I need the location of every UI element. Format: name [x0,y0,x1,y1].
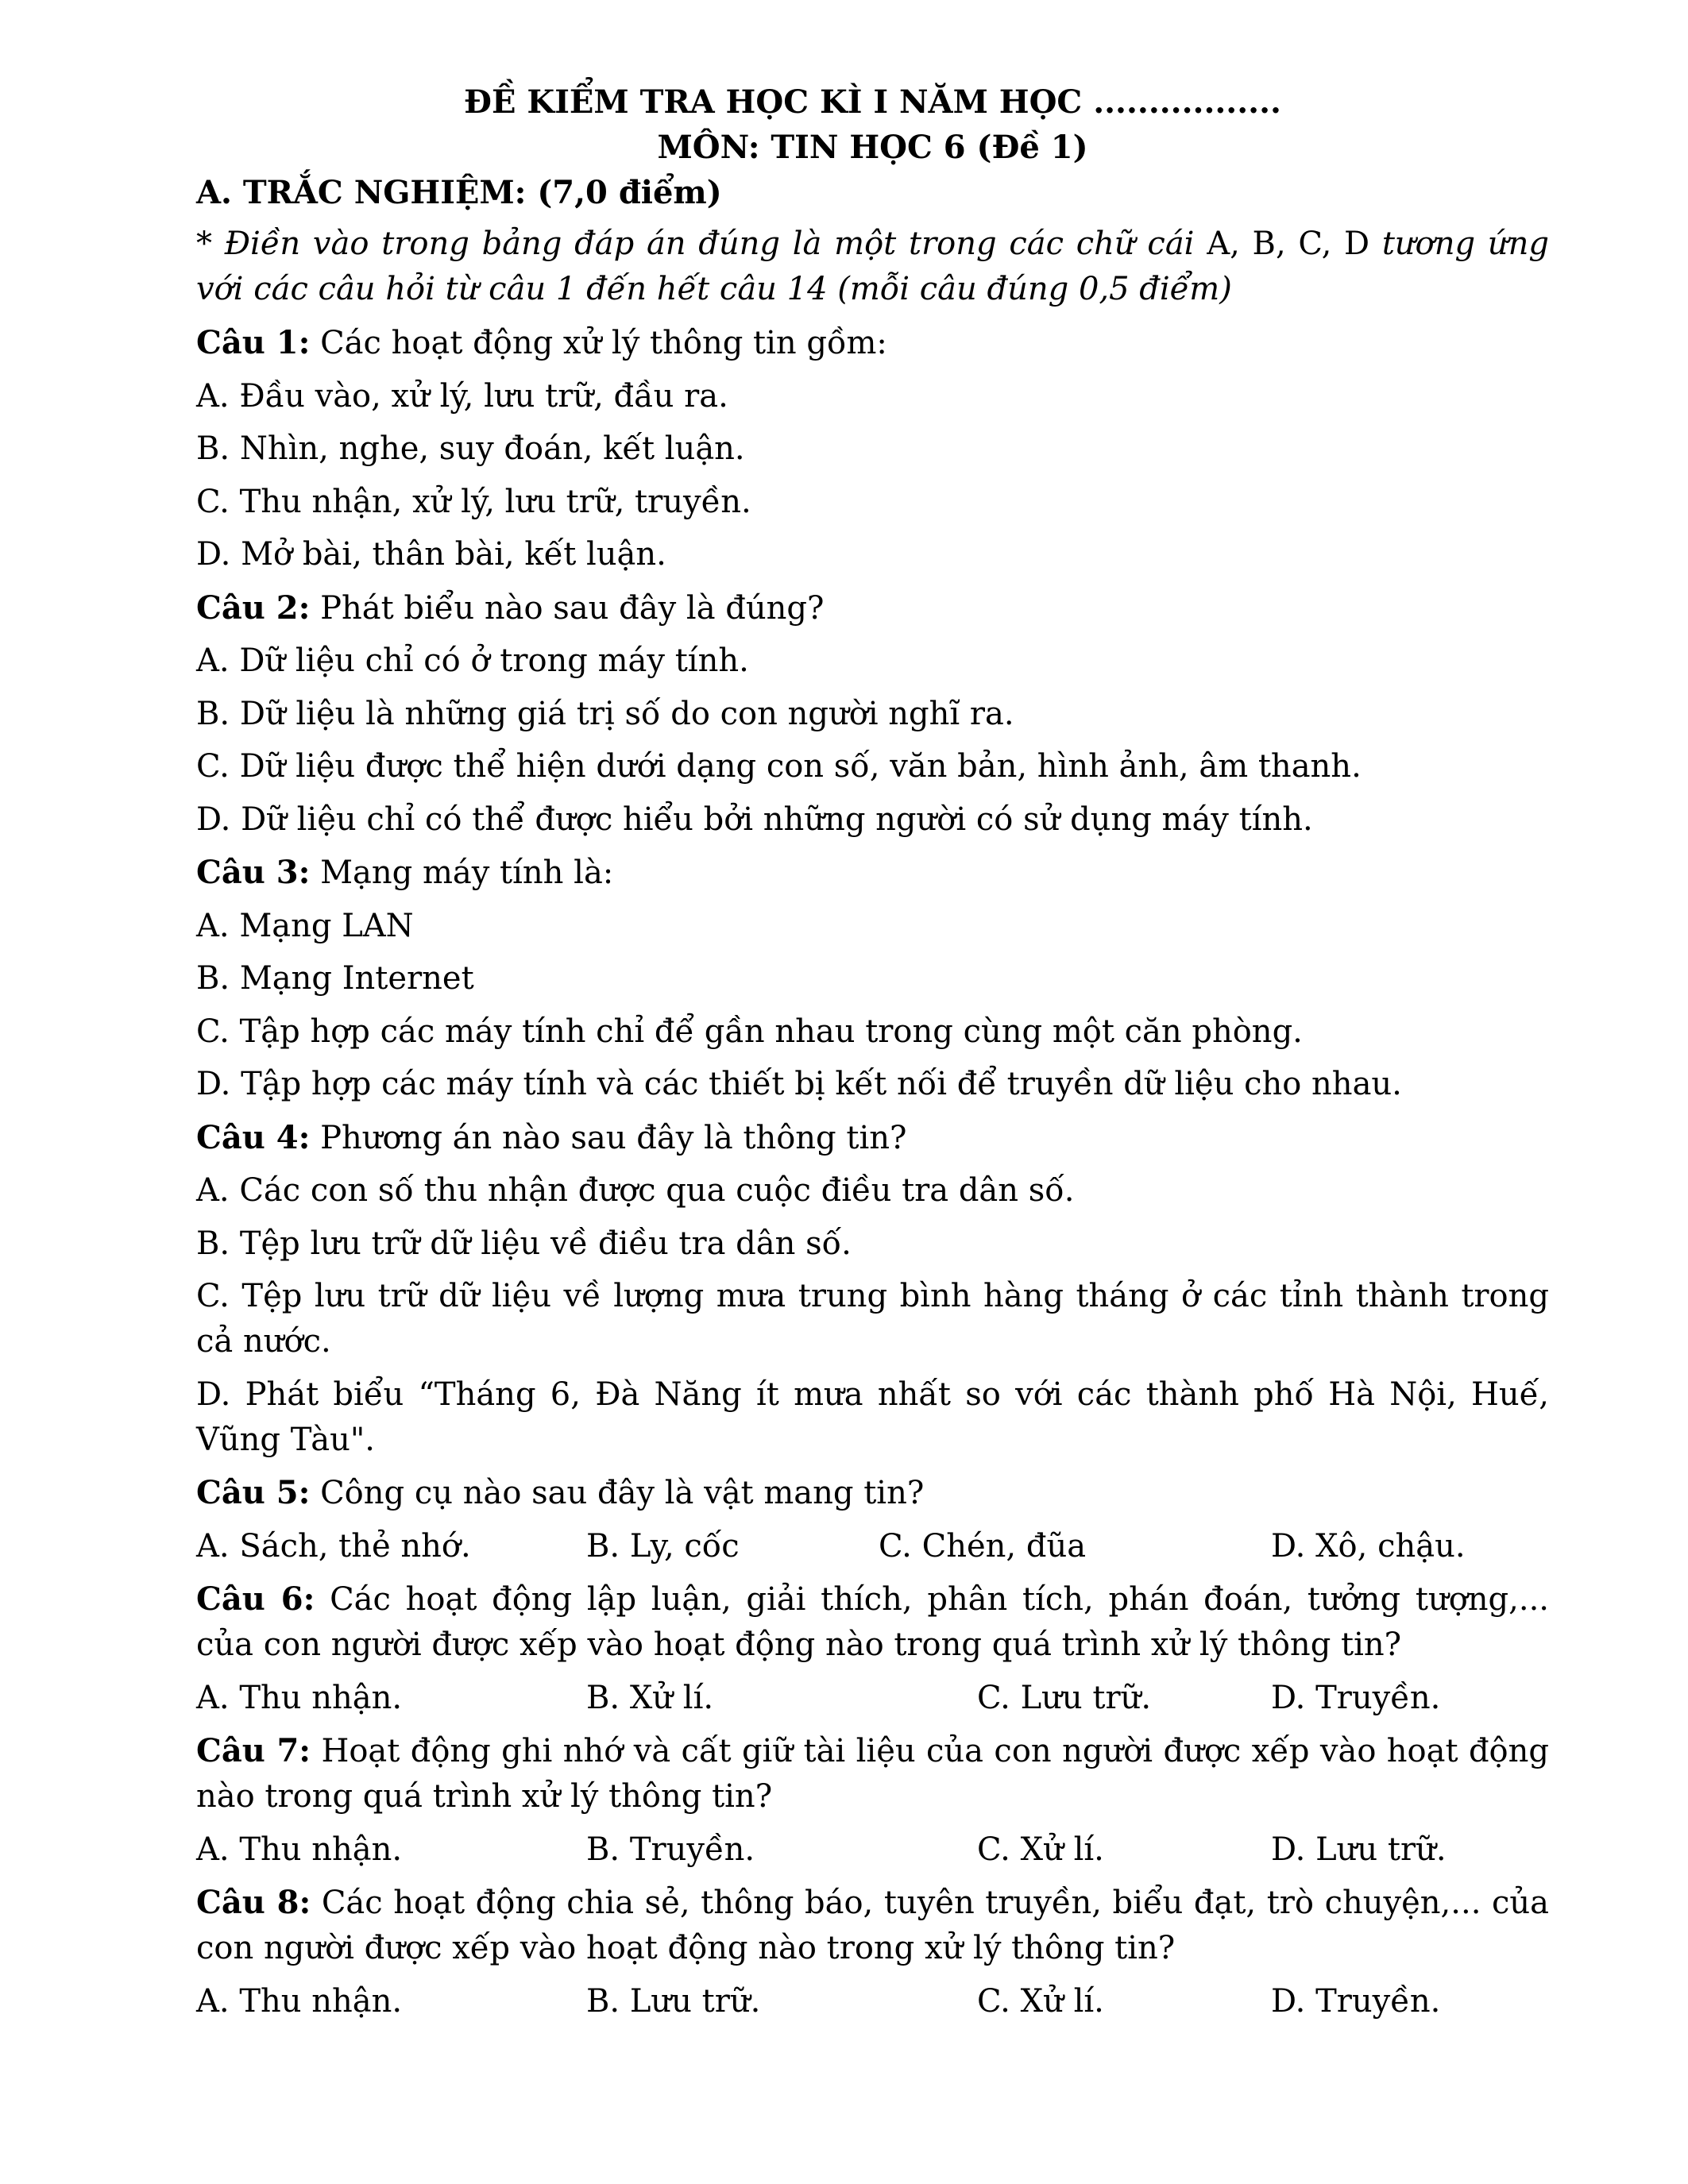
question-8 [196,1880,1549,1971]
option: C. Tập hợp các máy tính chỉ để gần nhau trong cùng một căn phòng. [196,1013,1303,1050]
instruction-text: * Điền vào trong bảng đáp án đúng là một trong các chữ cái [196,226,1207,262]
question-3 [196,850,1549,896]
options-row [196,1524,1549,1569]
question-text: Công cụ nào sau đây là vật mang tin? [310,1475,925,1511]
option: C. Thu nhận, xử lý, lưu trữ, truyền. [196,483,751,520]
option: A. Dữ liệu chỉ có ở trong máy tính. [196,642,749,679]
option: C. Xử lí. [977,1982,1104,2020]
option: D. Truyền. [1271,1679,1441,1716]
option: C. Xử lí. [977,1831,1104,1868]
question-label: Câu 6: [196,1580,315,1618]
option: B. Tệp lưu trữ dữ liệu về điều tra dân số. [196,1225,852,1262]
option: D. Dữ liệu chỉ có thể được hiểu bởi những người có sử dụng máy tính. [196,801,1313,838]
options-row [196,1979,1549,2024]
exam-subtitle: MÔN: TIN HỌC 6 (Đề 1) [657,129,1088,166]
question-label: Câu 3: [196,854,311,891]
question-label: Câu 4: [196,1118,311,1156]
question-text: Phát biểu nào sau đây là đúng? [310,589,825,627]
option: A. Thu nhận. [196,1679,403,1716]
option: A. Đầu vào, xử lý, lưu trữ, đầu ra. [196,377,728,415]
option: B. Dữ liệu là những giá trị số do con người nghĩ ra. [196,695,1014,732]
question-label: Câu 8: [196,1884,311,1921]
option: A. Thu nhận. [196,1982,403,2020]
option: D. Phát biểu “Tháng 6, Đà Năng ít mưa nhất so với các thành phố Hà Nội, Huế, Vũng Tàu". [196,1376,1549,1458]
instruction [196,222,1549,312]
option: C. Chén, đũa [879,1527,1087,1565]
question-text: Các hoạt động lập luận, giải thích, phân tích, phán đoán, tưởng tượng,... của con người được xếp vào hoạt động nào trong quá trình xử lý thông tin? [196,1581,1550,1663]
question-text: Các hoạt động chia sẻ, thông báo, tuyên truyền, biểu đạt, trò chuyện,... của con người được xếp vào hoạt động nào trong xử lý thông tin? [196,1885,1550,1966]
question-label: Câu 5: [196,1474,311,1511]
section-heading: A. TRẮC NGHIỆM: (7,0 điểm) [196,174,722,211]
option: B. Ly, cốc [586,1527,740,1565]
question-2 [196,585,1549,631]
instruction-letters: A, B, C, D [1207,226,1370,262]
option: C. Lưu trữ. [977,1679,1152,1716]
options-row [196,1676,1549,1721]
options-row [196,1827,1549,1873]
question-6 [196,1576,1549,1668]
option: A. Mạng LAN [196,907,414,944]
question-text: Hoạt động ghi nhớ và cất giữ tài liệu của con người được xếp vào hoạt động nào trong quá trình xử lý thông tin? [196,1733,1550,1815]
exam-title: ĐỀ KIỂM TRA HỌC KÌ I NĂM HỌC ................. [464,83,1281,121]
option: C. Tệp lưu trữ dữ liệu về lượng mưa trung bình hàng tháng ở các tỉnh thành trong cả nước. [196,1278,1549,1360]
question-label: Câu 7: [196,1732,311,1769]
option: B. Truyền. [586,1831,755,1868]
option: A. Sách, thẻ nhớ. [196,1527,471,1565]
exam-page [196,79,1549,2032]
option: D. Truyền. [1271,1982,1441,2020]
question-text: Phương án nào sau đây là thông tin? [310,1119,907,1156]
option: A. Các con số thu nhận được qua cuộc điều tra dân số. [196,1172,1075,1209]
option: B. Mạng Internet [196,960,474,997]
question-5 [196,1470,1549,1516]
option: D. Tập hợp các máy tính và các thiết bị kết nối để truyền dữ liệu cho nhau. [196,1066,1402,1102]
question-text: Mạng máy tính là: [310,855,614,891]
instruction-text-2: tương ứng với các câu hỏi từ câu 1 đến hết câu 14 (mỗi câu đúng 0,5 điểm) [196,226,1550,307]
option: B. Lưu trữ. [586,1982,761,2020]
question-1 [196,320,1549,366]
option: A. Thu nhận. [196,1831,403,1868]
question-7 [196,1728,1549,1819]
option: B. Nhìn, nghe, suy đoán, kết luận. [196,430,745,467]
option: B. Xử lí. [586,1679,714,1716]
question-label: Câu 1: [196,324,311,361]
question-4 [196,1115,1549,1161]
option: C. Dữ liệu được thể hiện dưới dạng con số, văn bản, hình ảnh, âm thanh. [196,748,1362,785]
option: D. Lưu trữ. [1271,1831,1447,1868]
option: D. Xô, chậu. [1271,1527,1466,1565]
question-list [196,320,1549,2024]
question-text: Các hoạt động xử lý thông tin gồm: [310,325,887,361]
question-label: Câu 2: [196,588,311,627]
option: D. Mở bài, thân bài, kết luận. [196,536,666,573]
